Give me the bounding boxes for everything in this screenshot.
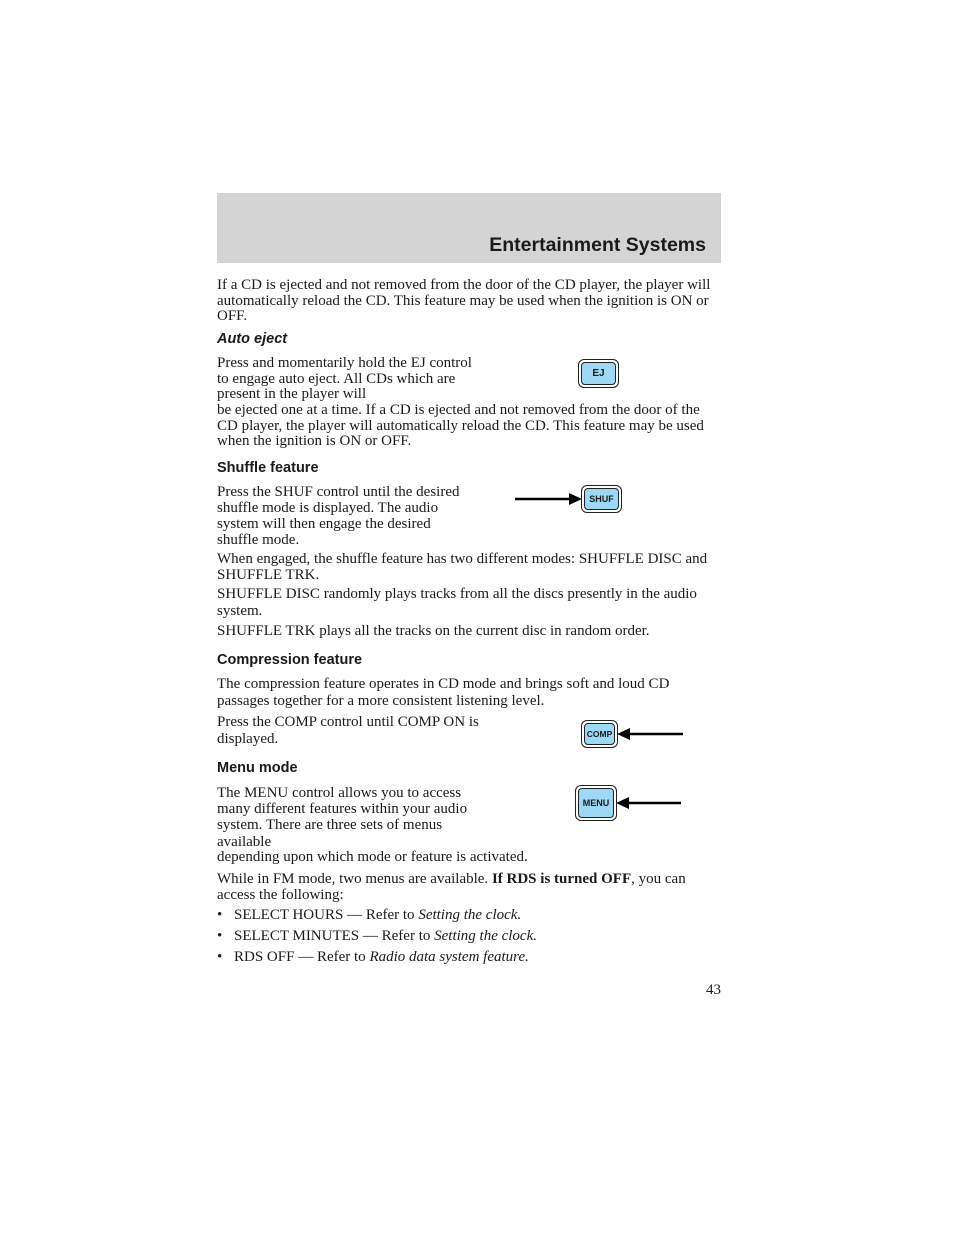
section-header-band: [217, 193, 721, 263]
menu-paragraph-narrow: The MENU control allows you to access many different features within your audio system. There are three sets of menus available: [217, 785, 468, 850]
bullet-icon: •: [217, 928, 223, 944]
list-item-reference: Radio data system feature.: [369, 949, 529, 965]
fm-mode-suffix: , you can access the following:: [217, 871, 686, 903]
list-item-text: SELECT HOURS — Refer to: [234, 907, 419, 923]
menu-mode-heading: Menu mode: [217, 760, 298, 776]
shuffle-paragraph-2: When engaged, the shuffle feature has two different modes: SHUFFLE DISC and SHUFFLE TRK.: [217, 551, 708, 583]
auto-eject-paragraph-narrow: Press and momentarily hold the EJ control to engage auto eject. All CDs which are present in the player will: [217, 355, 472, 403]
list-item-reference: Setting the clock.: [418, 907, 522, 923]
compression-paragraph-2: Press the COMP control until COMP ON is displayed.: [217, 714, 479, 747]
bullet-icon: •: [217, 949, 223, 965]
shuf-button-label: SHUF: [584, 488, 619, 510]
comp-button-label: COMP: [584, 723, 615, 745]
menu-paragraph-wide: depending upon which mode or feature is activated.: [217, 849, 528, 865]
section-title: Entertainment Systems: [489, 234, 706, 256]
ej-button-label: EJ: [581, 362, 616, 385]
intro-paragraph: If a CD is ejected and not removed from the door of the CD player, the player will automatically reload the CD. This feature may be used when the ignition is ON or OFF.: [217, 277, 711, 325]
list-item-text: SELECT MINUTES — Refer to: [234, 928, 435, 944]
shuffle-heading: Shuffle feature: [217, 460, 319, 476]
bullet-icon: •: [217, 907, 223, 923]
fm-mode-bold: If RDS is turned OFF: [491, 871, 632, 887]
list-item-reference: Setting the clock.: [434, 928, 538, 944]
shuffle-paragraph-3: SHUFFLE DISC randomly plays tracks from all the discs presently in the audio system.: [217, 586, 697, 619]
shuf-button-icon: [581, 485, 622, 513]
menu-button-label: MENU: [578, 788, 614, 818]
page-number: 43: [706, 982, 721, 998]
menu-button-icon: [575, 785, 617, 821]
auto-eject-paragraph-wide: be ejected one at a time. If a CD is ejected and not removed from the door of the CD player, the player will automatically reload the CD. This feature may be used when the ignition is ON or OFF.: [217, 402, 704, 450]
comp-button-icon: [581, 720, 618, 748]
shuffle-paragraph-4: SHUFFLE TRK plays all the tracks on the current disc in random order.: [217, 623, 650, 639]
compression-heading: Compression feature: [217, 652, 363, 668]
compression-paragraph-1: The compression feature operates in CD mode and brings soft and loud CD passages together for a more consistent listening level.: [217, 676, 670, 709]
list-item-text: RDS OFF — Refer to: [234, 949, 370, 965]
shuffle-arrow-icon: [515, 492, 583, 506]
shuffle-paragraph-1: Press the SHUF control until the desired shuffle mode is displayed. The audio system will then engage the desired shuffle mode.: [217, 484, 460, 548]
auto-eject-heading: Auto eject: [217, 331, 288, 347]
fm-mode-text: While in FM mode, two menus are available.: [217, 871, 492, 887]
fm-mode-paragraph: [217, 871, 722, 903]
comp-arrow-icon: [617, 727, 684, 741]
ej-button-icon: [578, 359, 619, 388]
menu-arrow-icon: [616, 796, 682, 810]
